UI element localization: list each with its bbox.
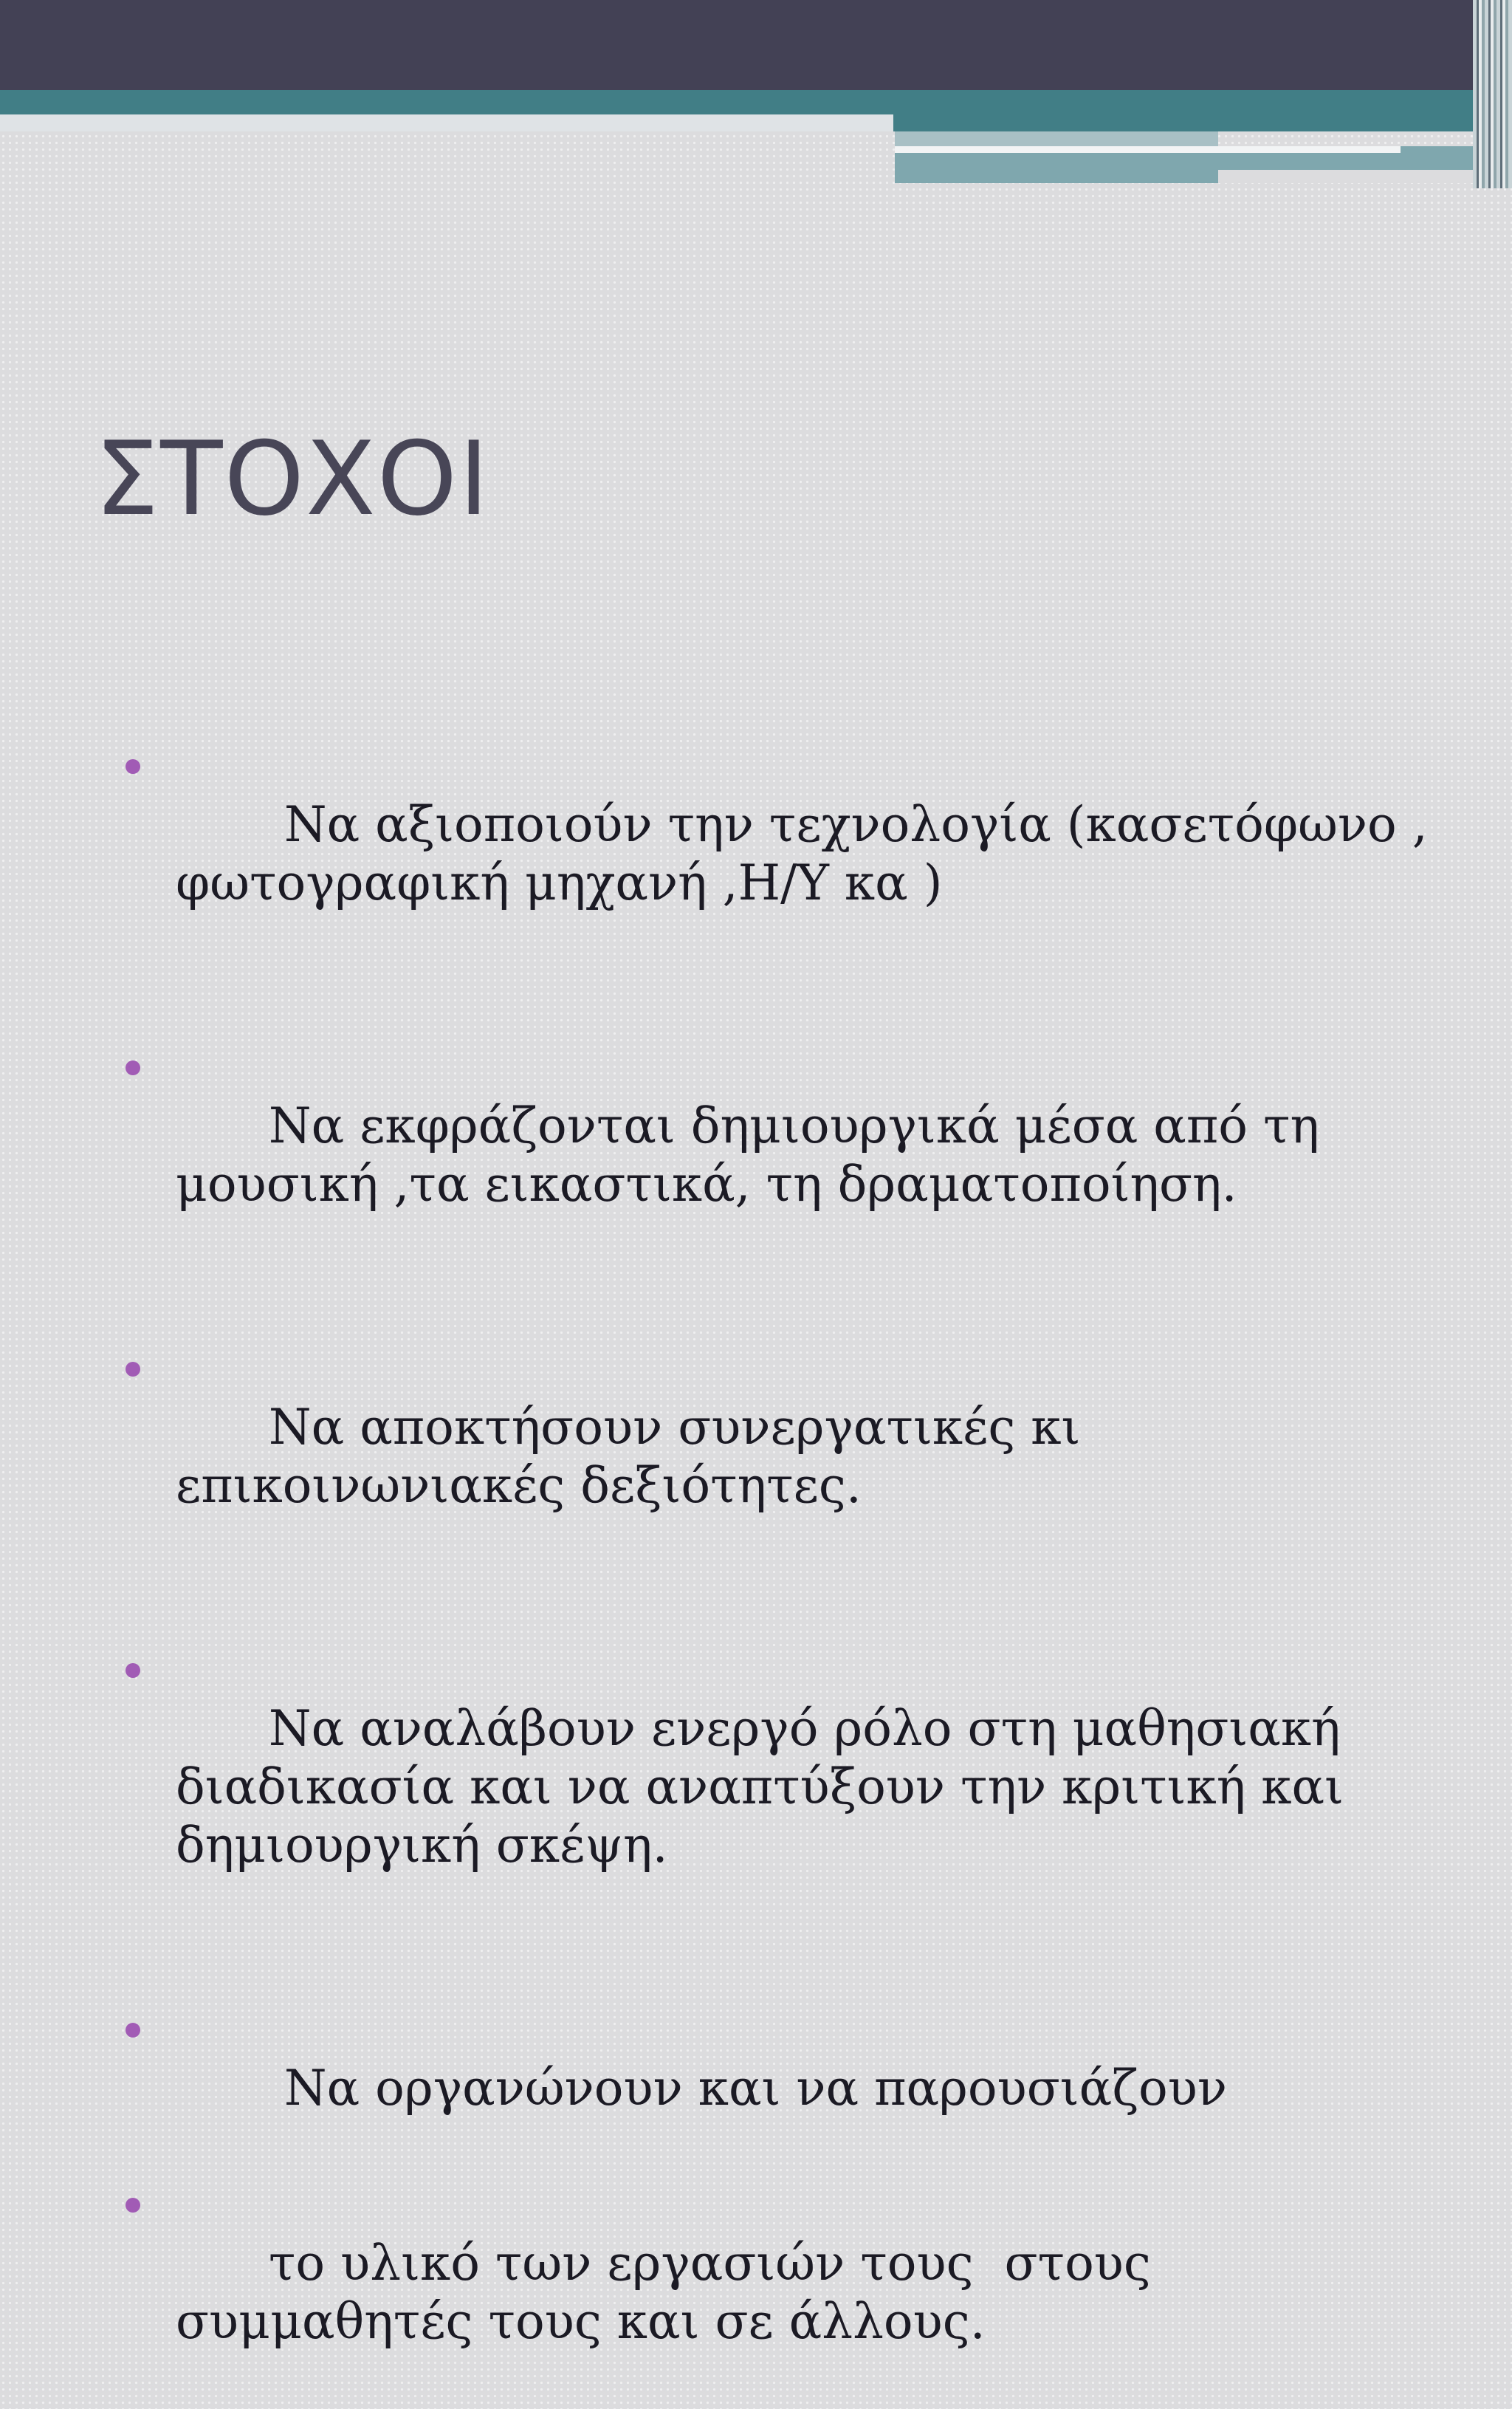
bullet-icon: [126, 2198, 140, 2213]
header-band-teal-mid: [895, 131, 1218, 146]
bullet-icon: [126, 1663, 140, 1678]
bullet-icon: [126, 759, 140, 774]
bullet-text: Να οργανώνουν και να παρουσιάζουν: [268, 2060, 1227, 2117]
edge-stripes: [1473, 0, 1512, 188]
bullet-text: Να αξιοποιούν την τεχνολογία (κασετόφωνο , φωτογραφική μηχανή ,Η/Υ κα ): [176, 796, 1443, 911]
bullet-item-6: [126, 2176, 1440, 2409]
bullet-item-3: [126, 1340, 1440, 1573]
bullet-item-1: [126, 737, 1443, 970]
bullet-text: το υλικό των εργασιών τους στους συμμαθητές τους και σε άλλους.: [176, 2235, 1166, 2350]
bullet-icon: [126, 1060, 140, 1075]
bullet-icon: [126, 2023, 140, 2038]
slide-title: ΣΤΟΧΟΙ: [94, 419, 490, 538]
bullet-text: Να αναλάβουν ενεργό ρόλο στη μαθησιακή διαδικασία και να αναπτύξουν την κριτική και δημιουργική σκέψη.: [176, 1700, 1359, 1874]
bullet-item-4: [126, 1641, 1440, 1933]
header-band-light: [0, 114, 893, 131]
bullet-list: [126, 737, 1443, 2409]
header-band-gap: [1218, 170, 1473, 183]
bullet-text: Να εκφράζονται δημιουργικά μέσα από τη μουσική ,τα εικαστικά, τη δραματοποίηση.: [176, 1097, 1335, 1213]
header-band-dark: [0, 0, 1473, 90]
bullet-item-5: [126, 2001, 1440, 2176]
header-white-line: [895, 146, 1401, 153]
bullet-text: Να αποκτήσουν συνεργατικές κι επικοινωνιακές δεξιότητες.: [176, 1399, 1096, 1514]
bullet-icon: [126, 1362, 140, 1377]
bullet-item-2: [126, 1038, 1440, 1272]
